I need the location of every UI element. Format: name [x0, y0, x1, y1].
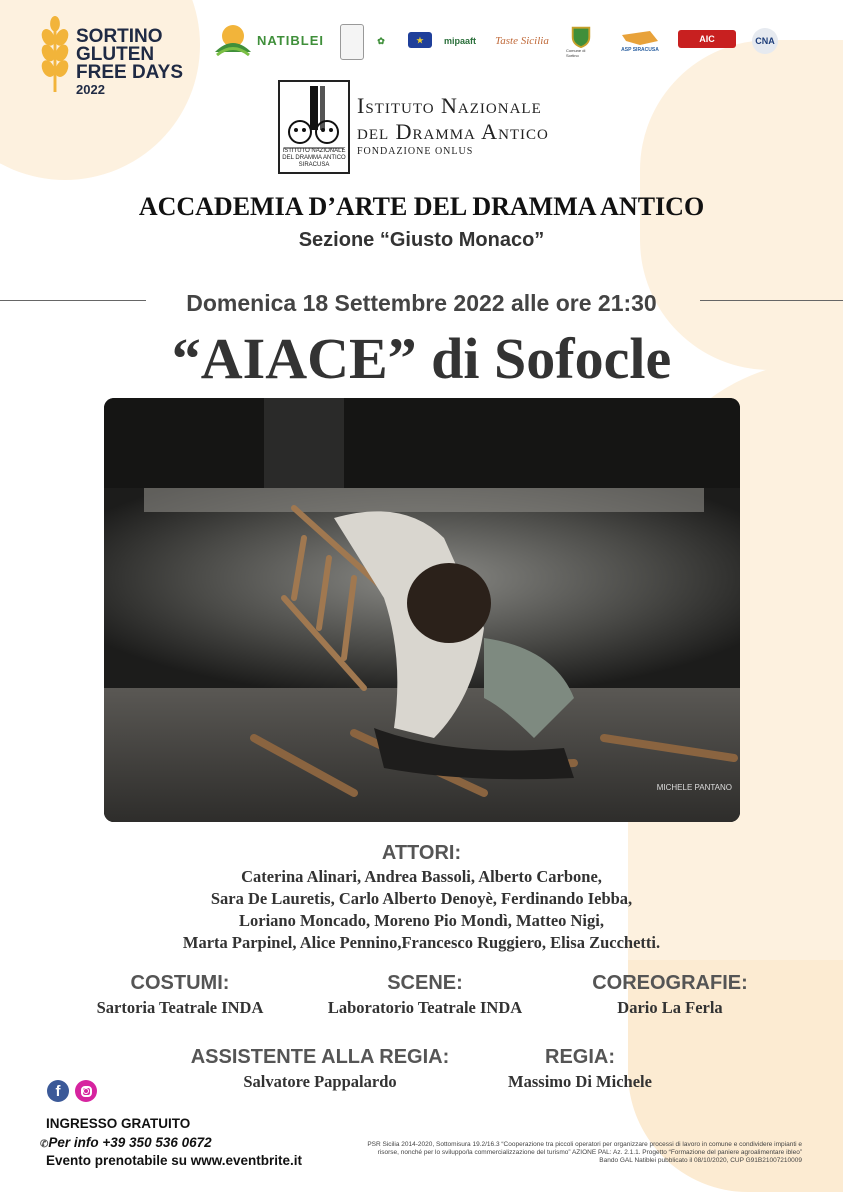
credit-role: ASSISTENTE ALLA REGIA: [190, 1046, 450, 1068]
wheat-icon [40, 14, 70, 92]
sponsor-aic: AIC [678, 30, 736, 48]
phone-icon: ✆ [40, 1139, 49, 1150]
sponsor-mipaaft: mipaaft [443, 36, 476, 46]
festival-year: 2022 [76, 82, 105, 97]
eu-flag-icon: ★ [408, 32, 432, 48]
sponsor-emblem-2: ✿ [377, 35, 385, 46]
fine-print-line: risorse, nonché per lo sviluppo/la commercializzazione del turismo” AZIONE PAL: Az. 2.1.1. Progetto “Formazione del paniere agroalimentare ibleo” [377, 1149, 802, 1156]
credit-role: SCENE: [387, 972, 463, 994]
credit-role: COSTUMI: [130, 972, 230, 994]
facebook-icon[interactable]: f [47, 1080, 69, 1102]
credit-director [470, 1046, 690, 1093]
credit-name: Massimo Di Michele [508, 1072, 652, 1091]
academy-title: ACCADEMIA D’ARTE DEL DRAMMA ANTICO [138, 192, 705, 221]
performance-photo [104, 398, 740, 822]
inda-logo-text: ISTITUTO NAZIONALE DEL DRAMMA ANTICO SIRACUSA [282, 148, 346, 168]
instagram-icon[interactable] [75, 1080, 97, 1102]
actors-line: Caterina Alinari, Andrea Bassoli, Alberto Carbone, [241, 867, 602, 886]
credit-assistant-director [170, 1046, 470, 1093]
sponsor-asp: ASP SIRACUSA [616, 24, 664, 58]
sponsor-cna: CNA [752, 28, 778, 54]
credit-scenes [300, 972, 550, 1019]
sponsor-emblem-1 [340, 24, 364, 60]
fine-print-line: PSR Sicilia 2014-2020, Sottomisura 19.2/16.3 “Cooperazione tra piccoli operatori per organizzare processi di lavoro in comune e condividere impianti e [367, 1141, 802, 1148]
event-date: Domenica 18 Settembre 2022 alle ore 21:30 [186, 290, 657, 316]
booking-link[interactable]: Evento prenotabile su www.eventbrite.it [46, 1153, 303, 1168]
actors-line: Marta Parpinel, Alice Pennino,Francesco Ruggiero, Elisa Zucchetti. [182, 933, 661, 952]
festival-name [76, 28, 183, 98]
sponsor-taste-sicilia: Taste Sicilia [495, 35, 549, 47]
natiblei-label: NATIBLEI [257, 32, 324, 48]
natiblei-logo-icon [213, 22, 253, 58]
performance-photo-illustration [104, 398, 740, 822]
credit-costumes [60, 972, 300, 1019]
credit-name: Laboratorio Teatrale INDA [327, 998, 523, 1017]
institute-name-line-2: del Dramma Antico [357, 119, 549, 144]
actors-line: Sara De Lauretis, Carlo Alberto Denoyè, Ferdinando Iebba, [210, 889, 633, 908]
coat-of-arms-icon [570, 24, 592, 48]
credit-role: COREOGRAFIE: [592, 972, 748, 994]
play-title: “AIACE” di Sofocle [171, 326, 672, 391]
institute-subtitle: FONDAZIONE ONLUS [357, 146, 474, 157]
actors-list [0, 866, 843, 954]
sponsor-natiblei [213, 22, 324, 58]
festival-line-3: FREE DAYS [76, 62, 183, 83]
funding-fine-print [350, 1141, 802, 1165]
credit-role: REGIA: [545, 1046, 615, 1068]
institute-name-line-1: Istituto Nazionale [357, 93, 542, 118]
sicily-map-icon [620, 29, 660, 47]
inda-logo [278, 80, 350, 174]
credit-name: Salvatore Pappalardo [243, 1072, 397, 1091]
free-entry-label: INGRESSO GRATUITO [46, 1116, 191, 1131]
festival-line-2: GLUTEN [76, 44, 155, 65]
credit-name: Sartoria Teatrale INDA [96, 998, 264, 1017]
instagram-icon-glyph [81, 1086, 92, 1097]
festival-line-1: SORTINO [76, 26, 163, 47]
credit-choreography [560, 972, 780, 1019]
actors-heading: ATTORI: [381, 842, 462, 864]
info-phone[interactable]: ✆Per info +39 350 536 0672 [40, 1135, 212, 1150]
fine-print-line: Bando GAL Natiblei pubblicato il 08/10/2020, CUP G91B21007210009 [599, 1157, 802, 1164]
sponsor-comune: Comune di Sortino [566, 24, 596, 58]
actors-line: Loriano Moncado, Moreno Pio Mondì, Matteo Nigi, [239, 911, 604, 930]
photo-credit: MICHELE PANTANO [656, 783, 732, 792]
credit-name: Dario La Ferla [617, 998, 723, 1017]
institute-name [357, 93, 549, 145]
section-title: Sezione “Giusto Monaco” [298, 229, 545, 251]
